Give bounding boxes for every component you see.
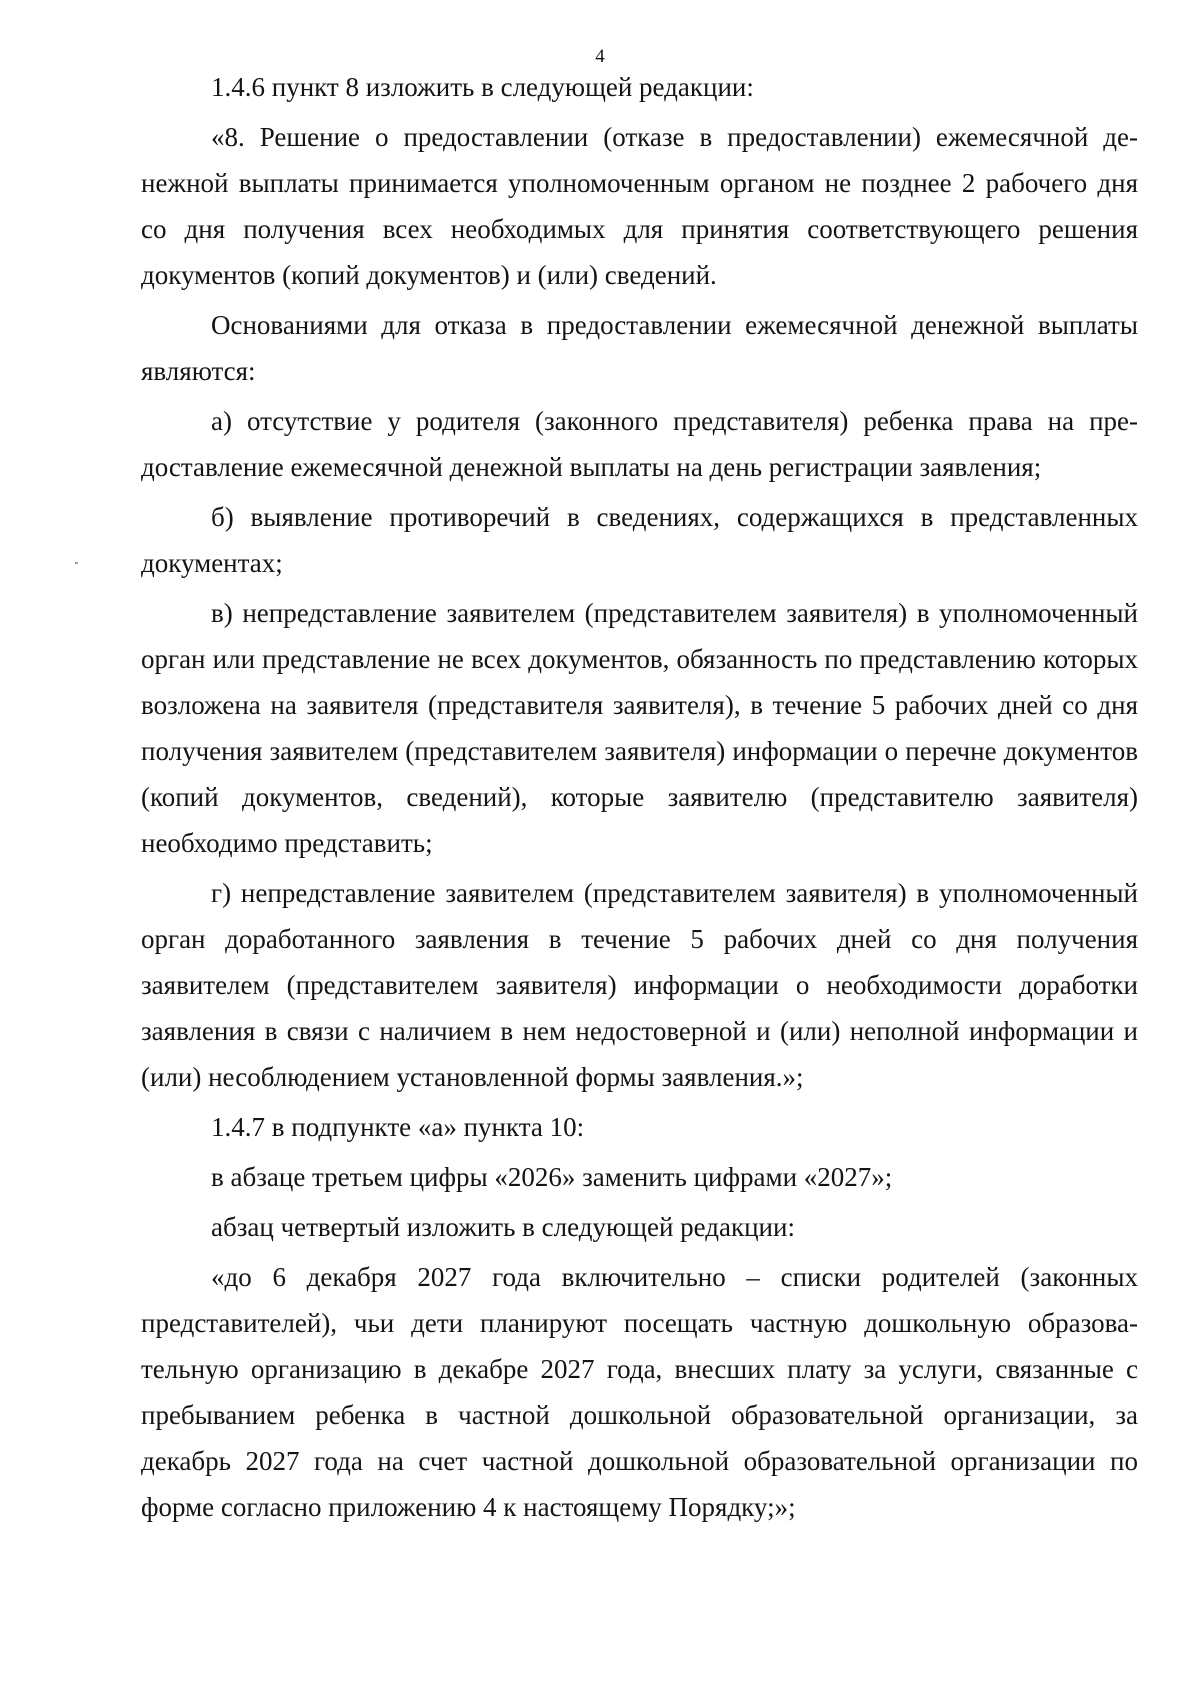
paragraph-1-4-7-heading: 1.4.7 в подпункте «а» пункта 10: <box>211 1112 585 1142</box>
page-number: 4 <box>595 46 605 67</box>
paragraph-fourth-abzac-heading: абзац четвертый изложить в следующей редакции: <box>211 1212 795 1242</box>
paragraph-point-8-decision: «8. Решение о предоставлении (отказе в предоставлении) ежемесячной денежной выплаты принимается уполномоченным органом не позднее 2 рабочего дня со дня получения всех необходимых для принятия соответствующего решения документов (копий документов) и (или) сведений. <box>141 122 1138 290</box>
document-body <box>141 64 1138 1534</box>
paragraph-fourth-abzac-text: «до 6 декабря 2027 года включительно – списки родителей (законных представителей), чьи дети планируют посещать частную дошкольную образовательную организацию в декабре 2027 года, внесших плату за услуги, связанные с пребыванием ребенка в частной дошкольной образовательной организации, за декабрь 2027 года на счет частной дошкольной образовательной организации по форме согласно приложению 4 к настоящему Порядку;»; <box>141 1262 1138 1522</box>
paragraph-ground-b: б) выявление противоречий в сведениях, содержащихся в представленных документах; <box>141 502 1138 578</box>
paragraph-ground-a: а) отсутствие у родителя (законного представителя) ребенка права на предоставление ежемесячной денежной выплаты на день регистрации заявления; <box>141 406 1138 482</box>
paragraph-third-abzac-change: в абзаце третьем цифры «2026» заменить цифрами «2027»; <box>211 1162 893 1192</box>
paragraph-ground-g: г) непредставление заявителем (представителем заявителя) в уполномоченный орган доработанного заявления в течение 5 рабочих дней со дня получения заявителем (представителем заявителя) информации о необходимости доработки заявления в связи с наличием в нем недостоверной и (или) неполной информации и (или) несоблюдением установленной формы заявления.»; <box>141 878 1138 1092</box>
paragraph-refusal-grounds-intro: Основаниями для отказа в предоставлении ежемесячной денежной выплаты являются: <box>141 310 1138 386</box>
paragraph-ground-v: в) непредставление заявителем (представителем заявителя) в уполномоченный орган или представление не всех документов, обязанность по представлению которых возложена на заявителя (представителя заявителя), в течение 5 рабочих дней со дня получения заявителем (представителем заявителя) информации о перечне документов (копий документов, сведений), которые заявителю (представителю заявителя) необходимо представить; <box>141 598 1138 858</box>
paragraph-1-4-6-heading: 1.4.6 пункт 8 изложить в следующей редакции: <box>211 72 754 102</box>
scan-speck <box>75 562 78 564</box>
